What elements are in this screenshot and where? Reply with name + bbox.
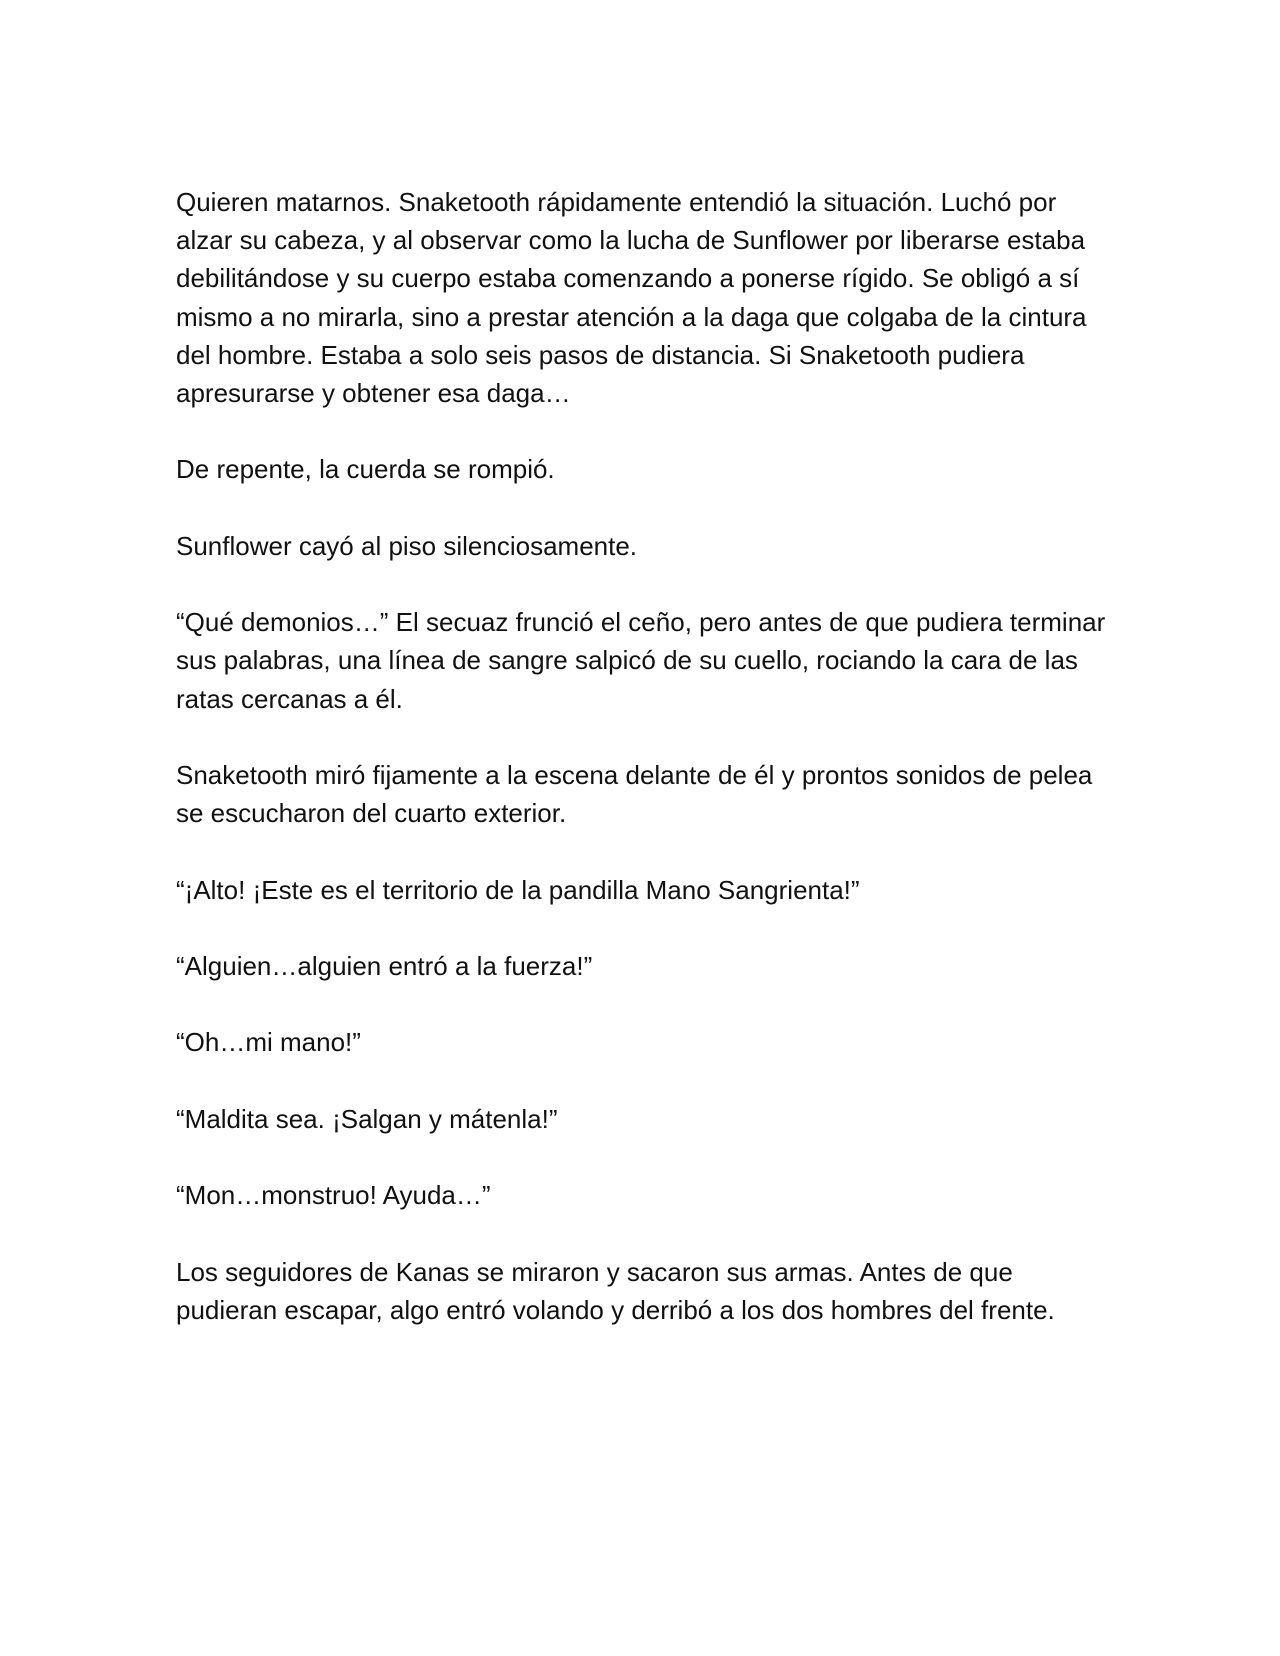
- paragraph-9: “Maldita sea. ¡Salgan y mátenla!”: [176, 1103, 558, 1134]
- paragraph-1: Quieren matarnos. Snaketooth rápidamente entendió la situación. Luchó por alzar su cabeza, y al observar como la lucha de Sunflower por liberarse estaba debilitándose y su cuerpo estaba comenzando a ponerse rígido. Se obligó a sí mismo a no mirarla, sino a prestar atención a la daga que colgaba de la cintura del hombre. Estaba a solo seis pasos de distancia. Si Snaketooth pudiera apresurarse y obtener esa daga…: [176, 187, 1087, 409]
- paragraph-4: “Qué demonios…” El secuaz frunció el ceño, pero antes de que pudiera terminar sus palabras, una línea de sangre salpicó de su cuello, rociando la cara de las ratas cercanas a él.: [176, 607, 1106, 714]
- document-body: [176, 183, 1116, 1329]
- paragraph-3: Sunflower cayó al piso silenciosamente.: [176, 530, 638, 561]
- paragraph-2: De repente, la cuerda se rompió.: [176, 454, 555, 485]
- paragraph-7: “Alguien…alguien entró a la fuerza!”: [176, 950, 593, 981]
- paragraph-6: “¡Alto! ¡Este es el territorio de la pandilla Mano Sangrienta!”: [176, 874, 860, 905]
- paragraph-10: “Mon…monstruo! Ayuda…”: [176, 1180, 491, 1211]
- paragraph-8: “Oh…mi mano!”: [176, 1027, 361, 1058]
- paragraph-5: Snaketooth miró fijamente a la escena delante de él y prontos sonidos de pelea se escucharon del cuarto exterior.: [176, 759, 1093, 829]
- paragraph-11: Los seguidores de Kanas se miraron y sacaron sus armas. Antes de que pudieran escapar, algo entró volando y derribó a los dos hombres del frente.: [176, 1256, 1055, 1325]
